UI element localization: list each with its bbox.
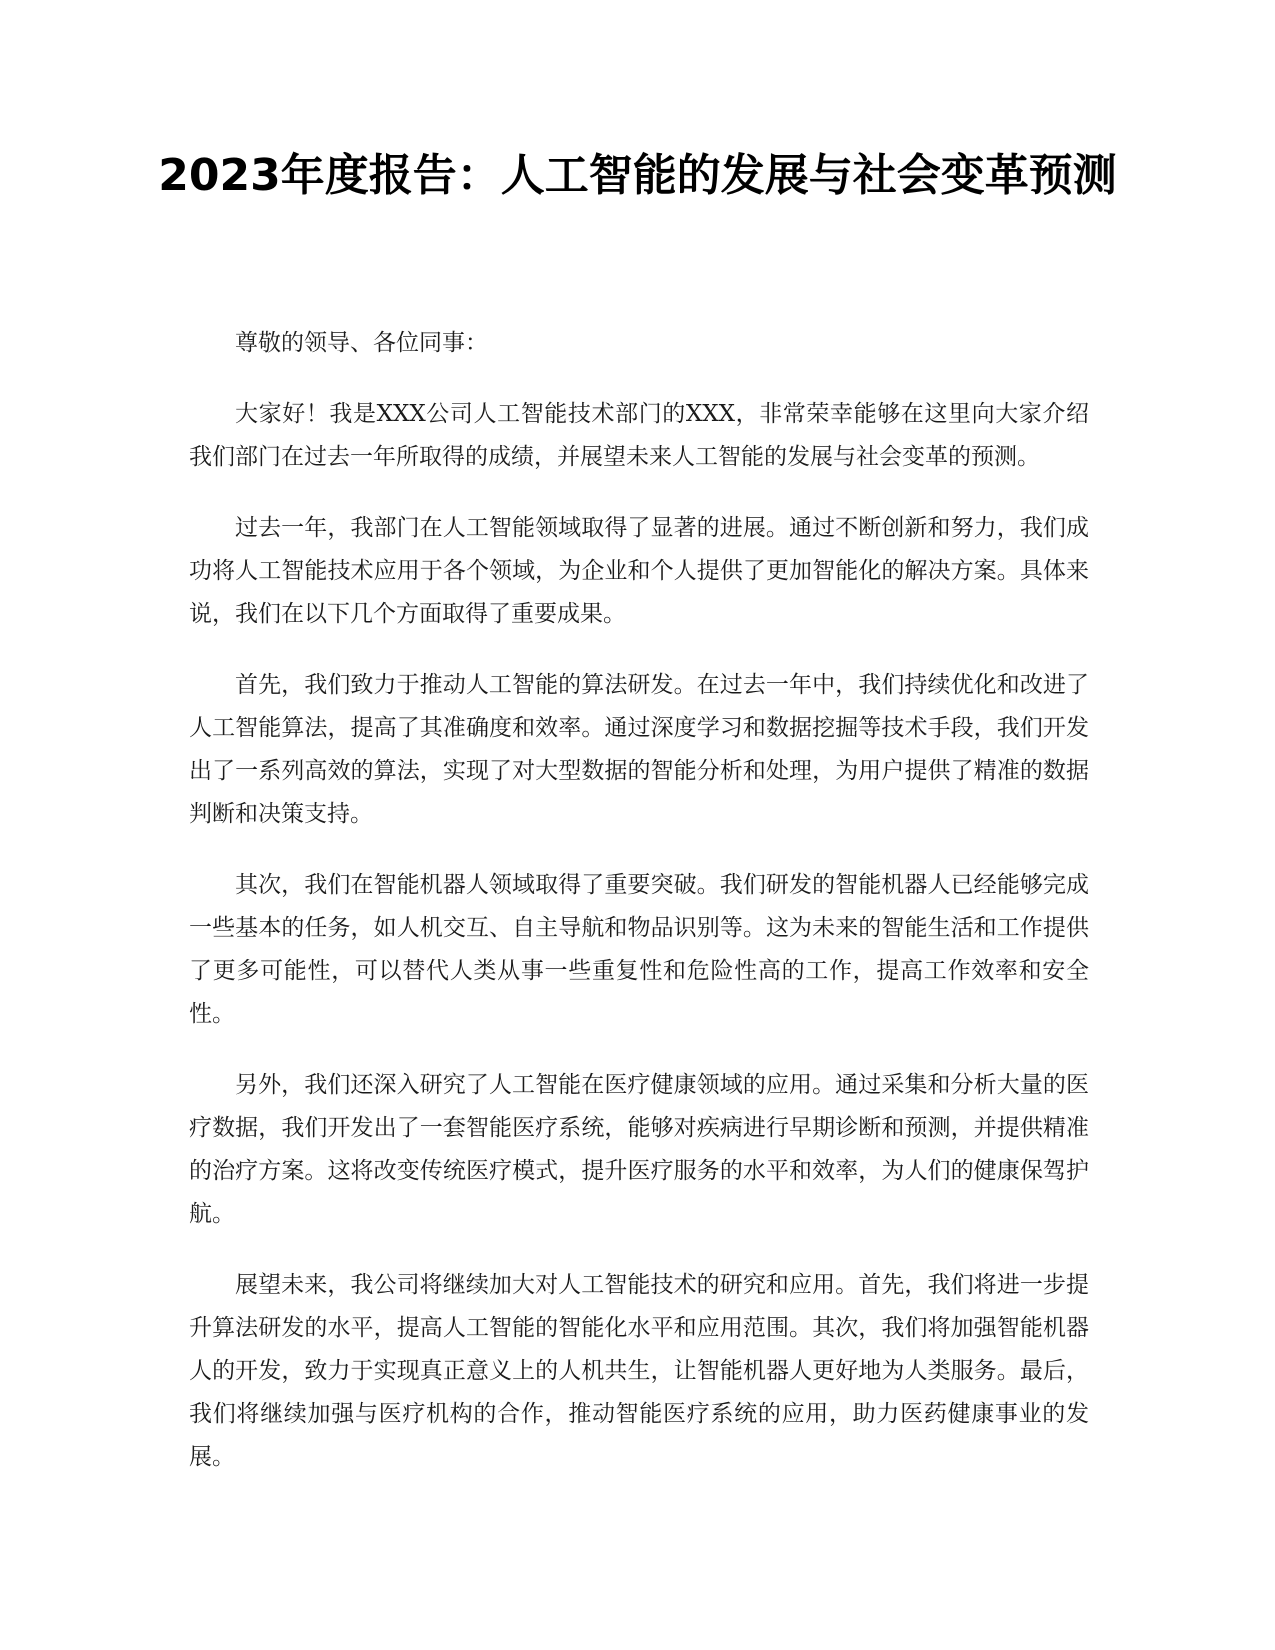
intro-paragraph: 大家好！我是XXX公司人工智能技术部门的XXX，非常荣幸能够在这里向大家介绍我们部门在过去一年所取得的成绩，并展望未来人工智能的发展与社会变革的预测。 bbox=[189, 401, 1089, 470]
algorithm-paragraph: 首先，我们致力于推动人工智能的算法研发。在过去一年中，我们持续优化和改进了人工智能算法，提高了其准确度和效率。通过深度学习和数据挖掘等技术手段，我们开发出了一系列高效的算法，实现了对大型数据的智能分析和处理，为用户提供了精准的数据判断和决策支持。 bbox=[189, 672, 1089, 827]
salutation-paragraph: 尊敬的领导、各位同事： bbox=[235, 330, 488, 356]
document-title: 2023年度报告：人工智能的发展与社会变革预测 bbox=[158, 150, 1117, 201]
document-body bbox=[189, 322, 1089, 1507]
outlook-paragraph: 展望未来，我公司将继续加大对人工智能技术的研究和应用。首先，我们将进一步提升算法研发的水平，提高人工智能的智能化水平和应用范围。其次，我们将加强智能机器人的开发，致力于实现真正意义上的人机共生，让智能机器人更好地为人类服务。最后，我们将继续加强与医疗机构的合作，推动智能医疗系统的应用，助力医药健康事业的发展。 bbox=[189, 1272, 1089, 1470]
review-paragraph: 过去一年，我部门在人工智能领域取得了显著的进展。通过不断创新和努力，我们成功将人工智能技术应用于各个领域，为企业和个人提供了更加智能化的解决方案。具体来说，我们在以下几个方面取得了重要成果。 bbox=[189, 515, 1089, 627]
medical-paragraph: 另外，我们还深入研究了人工智能在医疗健康领域的应用。通过采集和分析大量的医疗数据，我们开发出了一套智能医疗系统，能够对疾病进行早期诊断和预测，并提供精准的治疗方案。这将改变传统医疗模式，提升医疗服务的水平和效率，为人们的健康保驾护航。 bbox=[189, 1072, 1089, 1227]
robotics-paragraph: 其次，我们在智能机器人领域取得了重要突破。我们研发的智能机器人已经能够完成一些基本的任务，如人机交互、自主导航和物品识别等。这为未来的智能生活和工作提供了更多可能性，可以替代人类从事一些重复性和危险性高的工作，提高工作效率和安全性。 bbox=[189, 872, 1089, 1027]
